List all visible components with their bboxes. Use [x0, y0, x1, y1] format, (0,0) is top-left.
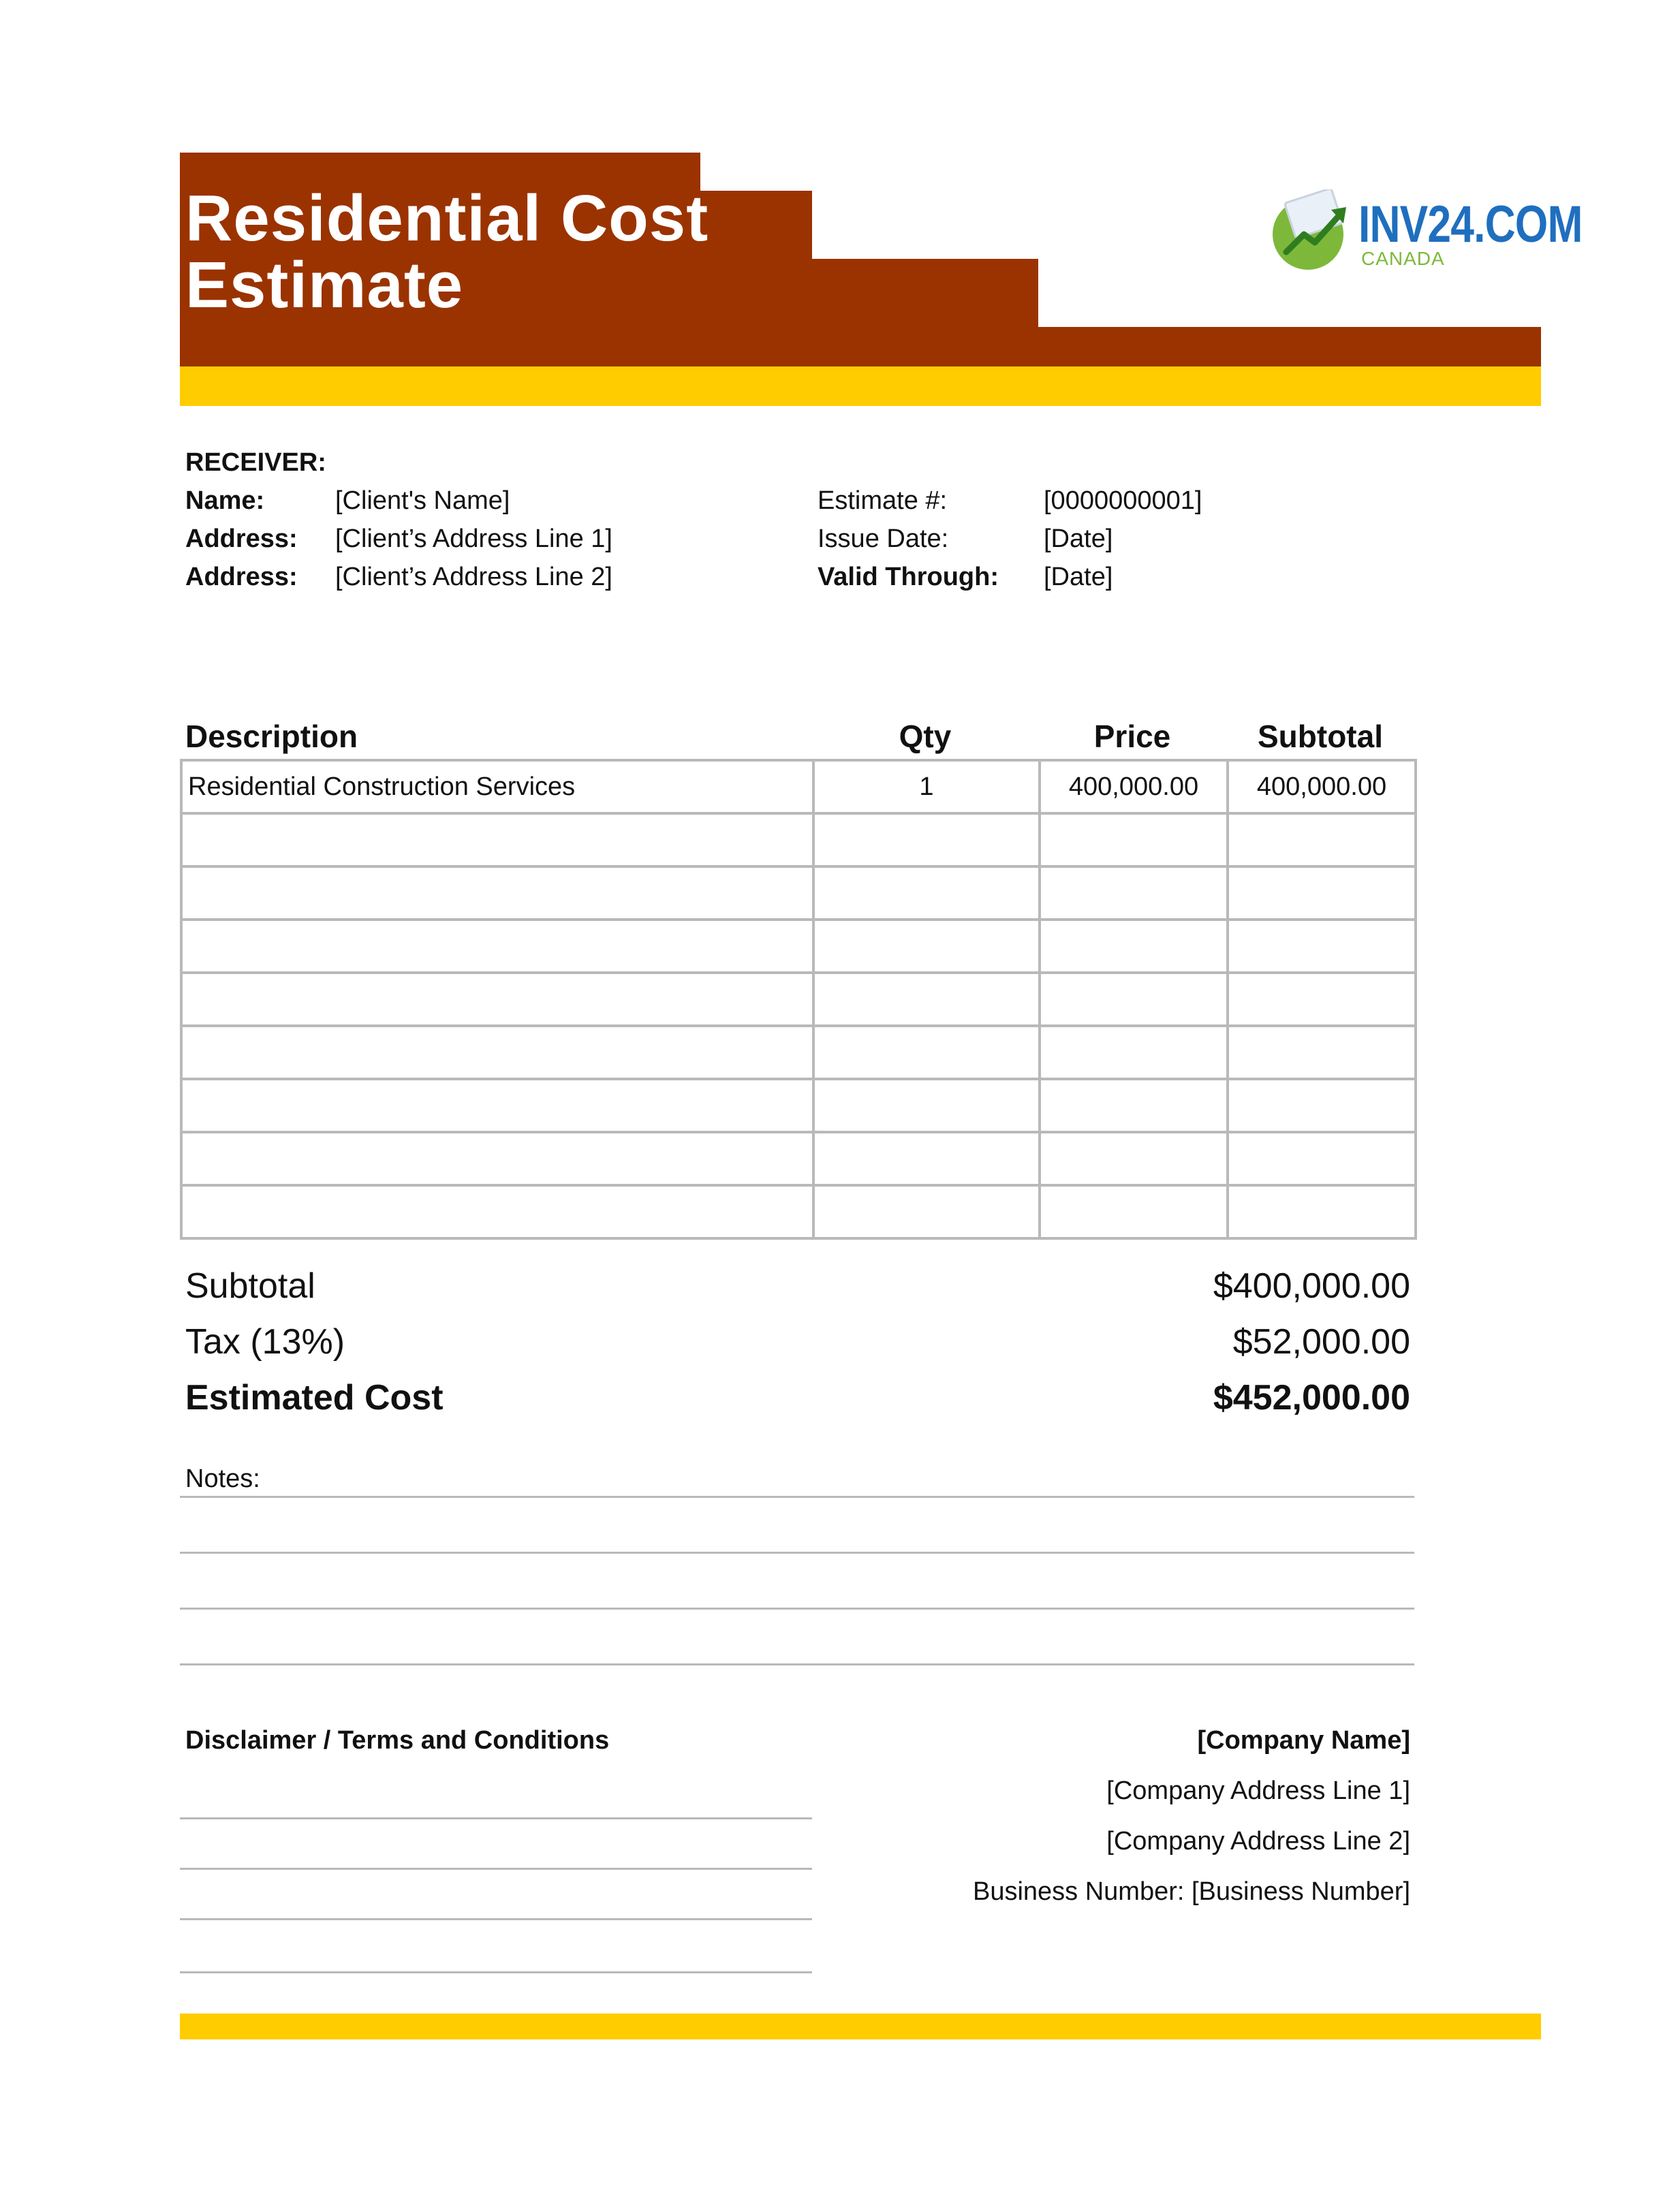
notes-label: Notes:: [185, 1465, 260, 1493]
item-subtotal-cell[interactable]: [1228, 1026, 1416, 1079]
valid-through-label: Valid Through:: [818, 563, 999, 591]
notes-line[interactable]: [180, 1496, 1414, 1498]
item-qty-cell[interactable]: [813, 1185, 1040, 1238]
item-description-cell[interactable]: [181, 1026, 813, 1079]
table-row: [181, 1132, 1416, 1185]
header-band-step-2: [700, 191, 812, 366]
disclaimer-line[interactable]: [180, 1817, 812, 1819]
business-number: Business Number: [Business Number]: [972, 1877, 1410, 1906]
page-title-line-1: Residential Cost: [185, 182, 709, 255]
item-price-cell[interactable]: 400,000.00: [1040, 760, 1228, 813]
header-band-step-3: [812, 259, 1038, 366]
item-price-cell[interactable]: [1040, 1026, 1228, 1079]
estimate-number-value: [0000000001]: [1044, 486, 1202, 515]
item-qty-cell[interactable]: [813, 866, 1040, 920]
table-row: [181, 813, 1416, 866]
logo-name: INV24.COM: [1358, 195, 1583, 253]
item-price-cell[interactable]: [1040, 1185, 1228, 1238]
item-description-cell[interactable]: [181, 1185, 813, 1238]
item-subtotal-cell[interactable]: [1228, 866, 1416, 920]
item-price-cell[interactable]: [1040, 1132, 1228, 1185]
item-subtotal-cell[interactable]: [1228, 813, 1416, 866]
item-price-cell[interactable]: [1040, 866, 1228, 920]
tax-value: $52,000.00: [1232, 1322, 1410, 1362]
column-header-qty: Qty: [899, 719, 952, 754]
notes-line[interactable]: [180, 1608, 1414, 1610]
item-price-cell[interactable]: [1040, 1079, 1228, 1132]
column-header-price: Price: [1093, 719, 1171, 754]
address-label-1: Address:: [185, 524, 298, 553]
item-qty-cell[interactable]: [813, 1079, 1040, 1132]
estimated-cost-value: $452,000.00: [1213, 1378, 1410, 1418]
item-price-cell[interactable]: [1040, 813, 1228, 866]
table-row: [181, 866, 1416, 920]
table-row: [181, 760, 1416, 813]
page-title: [185, 182, 709, 322]
tax-label: Tax (13%): [185, 1322, 345, 1362]
footer-accent-bar: [180, 2014, 1541, 2039]
item-qty-cell[interactable]: [813, 1132, 1040, 1185]
table-row: [181, 1185, 1416, 1238]
item-subtotal-cell[interactable]: [1228, 973, 1416, 1026]
table-row: [181, 973, 1416, 1026]
company-address-line-1: [Company Address Line 1]: [1106, 1776, 1410, 1805]
item-description-cell[interactable]: [181, 1079, 813, 1132]
table-row: [181, 920, 1416, 973]
item-description-cell[interactable]: [181, 920, 813, 973]
notes-line[interactable]: [180, 1552, 1414, 1554]
client-address-line-2: [Client’s Address Line 2]: [335, 563, 612, 591]
subtotal-value: $400,000.00: [1213, 1266, 1410, 1306]
page-title-line-2: Estimate: [185, 249, 464, 322]
header-accent-bar: [180, 366, 1541, 406]
disclaimer-line[interactable]: [180, 1868, 812, 1870]
item-price-cell[interactable]: [1040, 973, 1228, 1026]
item-subtotal-cell[interactable]: 400,000.00: [1228, 760, 1416, 813]
client-address-line-1: [Client’s Address Line 1]: [335, 524, 612, 553]
receiver-heading: RECEIVER:: [185, 448, 326, 477]
item-description-cell[interactable]: [181, 973, 813, 1026]
address-label-2: Address:: [185, 563, 298, 591]
disclaimer-heading: Disclaimer / Terms and Conditions: [185, 1726, 610, 1755]
estimated-cost-label: Estimated Cost: [185, 1378, 444, 1418]
header-band-step-4: [1038, 327, 1541, 366]
table-row: [181, 1026, 1416, 1079]
item-qty-cell[interactable]: [813, 1026, 1040, 1079]
company-address-line-2: [Company Address Line 2]: [1106, 1827, 1410, 1856]
item-qty-cell[interactable]: [813, 920, 1040, 973]
disclaimer-line[interactable]: [180, 1918, 812, 1920]
estimate-number-label: Estimate #:: [818, 486, 948, 515]
column-header-description: Description: [185, 719, 358, 754]
valid-through-value: [Date]: [1044, 563, 1113, 591]
item-description-cell[interactable]: [181, 1132, 813, 1185]
table-row: [181, 1079, 1416, 1132]
column-header-subtotal: Subtotal: [1258, 719, 1383, 754]
item-subtotal-cell[interactable]: [1228, 1185, 1416, 1238]
subtotal-label: Subtotal: [185, 1266, 315, 1306]
line-items-table: [180, 759, 1417, 1240]
client-name-value: [Client's Name]: [335, 486, 510, 515]
notes-line[interactable]: [180, 1663, 1414, 1665]
name-label: Name:: [185, 486, 265, 515]
item-subtotal-cell[interactable]: [1228, 1079, 1416, 1132]
item-qty-cell[interactable]: 1: [813, 760, 1040, 813]
issue-date-label: Issue Date:: [818, 524, 949, 553]
issue-date-value: [Date]: [1044, 524, 1113, 553]
item-qty-cell[interactable]: [813, 813, 1040, 866]
item-qty-cell[interactable]: [813, 973, 1040, 1026]
company-name: [Company Name]: [1197, 1726, 1410, 1755]
disclaimer-line[interactable]: [180, 1971, 812, 1973]
chart-growth-icon: [1269, 189, 1354, 272]
item-description-cell[interactable]: Residential Construction Services: [181, 760, 813, 813]
logo-subtitle: CANADA: [1361, 248, 1445, 269]
item-price-cell[interactable]: [1040, 920, 1228, 973]
item-subtotal-cell[interactable]: [1228, 920, 1416, 973]
item-subtotal-cell[interactable]: [1228, 1132, 1416, 1185]
item-description-cell[interactable]: [181, 813, 813, 866]
item-description-cell[interactable]: [181, 866, 813, 920]
